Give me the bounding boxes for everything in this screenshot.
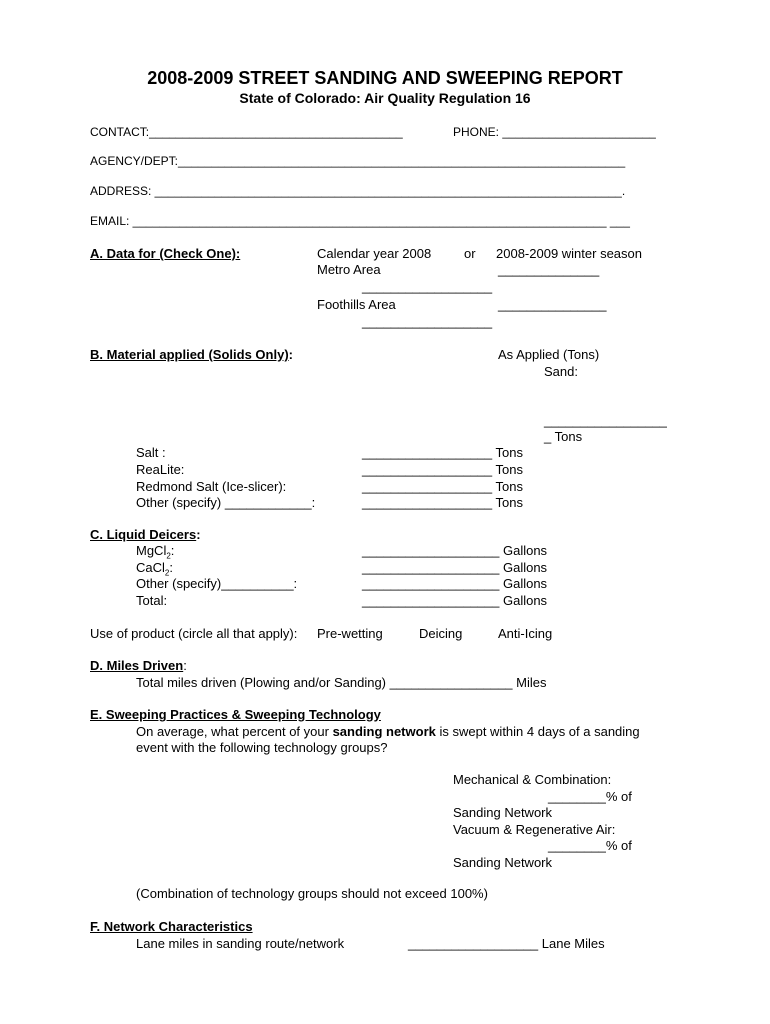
- question-post: is swept within 4 days of a sanding: [435, 724, 640, 739]
- mgcl2-blank[interactable]: ___________________ Gallons: [362, 543, 548, 558]
- total-label: Total:: [136, 593, 168, 608]
- other-solid-blank[interactable]: __________________ Tons: [362, 495, 523, 510]
- lane-miles-label: Lane miles in sanding route/network: [136, 936, 345, 951]
- mechanical-network-label: Sanding Network: [453, 805, 552, 820]
- salt-label: Salt :: [136, 445, 166, 460]
- or-label: or: [464, 246, 476, 261]
- total-miles-line[interactable]: Total miles driven (Plowing and/or Sanding) _________________ Miles: [136, 675, 547, 690]
- realite-blank[interactable]: __________________ Tons: [362, 462, 523, 477]
- metro-area-blank[interactable]: __________________: [362, 279, 493, 294]
- mgcl-text: MgCl: [136, 543, 167, 558]
- section-b-heading-text: B. Material applied (Solids Only): [90, 347, 289, 362]
- sand-blank[interactable]: _________________: [544, 413, 667, 428]
- total-blank[interactable]: ___________________ Gallons: [362, 593, 548, 608]
- question-pre: On average, what percent of your: [136, 724, 333, 739]
- question-bold: sanding network: [332, 724, 436, 739]
- redmond-salt-label: Redmond Salt (Ice-slicer):: [136, 479, 287, 494]
- contact-field[interactable]: CONTACT:______________________________________: [90, 125, 403, 139]
- lane-miles-blank[interactable]: __________________ Lane Miles: [408, 936, 605, 951]
- section-c-heading: [90, 527, 201, 543]
- email-field[interactable]: EMAIL: _______________________________________________________________________ ___: [90, 214, 630, 228]
- other-solid-label[interactable]: Other (specify) ____________:: [136, 495, 316, 510]
- redmond-salt-blank[interactable]: __________________ Tons: [362, 479, 523, 494]
- mgcl2-label: [136, 543, 174, 559]
- section-f-heading: F. Network Characteristics: [90, 919, 253, 934]
- mgcl-colon: :: [170, 543, 175, 558]
- option-calendar-year[interactable]: Calendar year 2008: [317, 246, 432, 261]
- option-deicing[interactable]: Deicing: [419, 626, 463, 641]
- vacuum-label: Vacuum & Regenerative Air:: [453, 822, 616, 837]
- cacl-subscript: 2: [164, 568, 170, 578]
- other-liquid-label[interactable]: Other (specify)__________:: [136, 576, 298, 591]
- combination-note: (Combination of technology groups should not exceed 100%): [136, 886, 488, 901]
- option-winter-season[interactable]: 2008-2009 winter season: [496, 246, 642, 261]
- sand-label: Sand:: [544, 364, 578, 379]
- vacuum-percent-blank[interactable]: ________% of: [548, 838, 632, 853]
- section-c-colon: :: [196, 527, 201, 542]
- sweeping-question-line2: event with the following technology groups?: [136, 740, 388, 755]
- sweeping-question: [136, 724, 640, 740]
- cacl2-blank[interactable]: ___________________ Gallons: [362, 560, 548, 575]
- section-a-heading: A. Data for (Check One):: [90, 246, 241, 261]
- section-d-heading: [90, 658, 187, 674]
- mgcl-subscript: 2: [166, 551, 171, 561]
- section-c-heading-text: C. Liquid Deicers: [90, 527, 197, 542]
- foothills-area-blank[interactable]: __________________: [362, 314, 493, 329]
- mechanical-percent-blank[interactable]: ________% of: [548, 789, 632, 804]
- cacl-text: CaCl: [136, 560, 165, 575]
- other-liquid-blank[interactable]: ___________________ Gallons: [362, 576, 548, 591]
- address-field[interactable]: ADDRESS: ______________________________________________________________________.: [90, 184, 626, 198]
- cacl2-label: [136, 560, 173, 576]
- section-b-colon: :: [288, 347, 293, 362]
- salt-blank[interactable]: __________________ Tons: [362, 445, 523, 460]
- realite-label: ReaLite:: [136, 462, 185, 477]
- cacl-colon: :: [169, 560, 173, 575]
- section-b-heading: [90, 347, 293, 363]
- use-of-product-label: Use of product (circle all that apply):: [90, 626, 298, 641]
- phone-field[interactable]: PHONE: _______________________: [453, 125, 656, 139]
- vacuum-network-label: Sanding Network: [453, 855, 552, 870]
- option-pre-wetting[interactable]: Pre-wetting: [317, 626, 383, 641]
- section-d-heading-text: D. Miles Driven: [90, 658, 184, 673]
- sand-unit: _ Tons: [544, 429, 583, 444]
- winter-metro-blank[interactable]: ______________: [498, 262, 600, 277]
- option-anti-icing[interactable]: Anti-Icing: [498, 626, 553, 641]
- agency-field[interactable]: AGENCY/DEPT:___________________________________________________________________: [90, 154, 626, 168]
- as-applied-label: As Applied (Tons): [498, 347, 600, 362]
- winter-foothills-blank[interactable]: _______________: [498, 297, 607, 312]
- section-d-colon: :: [183, 658, 187, 673]
- foothills-area-label: Foothills Area: [317, 297, 396, 312]
- report-subtitle: State of Colorado: Air Quality Regulation 16: [239, 90, 531, 106]
- section-e-heading: E. Sweeping Practices & Sweeping Technology: [90, 707, 381, 722]
- metro-area-label: Metro Area: [317, 262, 381, 277]
- mechanical-label: Mechanical & Combination:: [453, 772, 612, 787]
- report-title: 2008-2009 STREET SANDING AND SWEEPING REPORT: [147, 68, 623, 88]
